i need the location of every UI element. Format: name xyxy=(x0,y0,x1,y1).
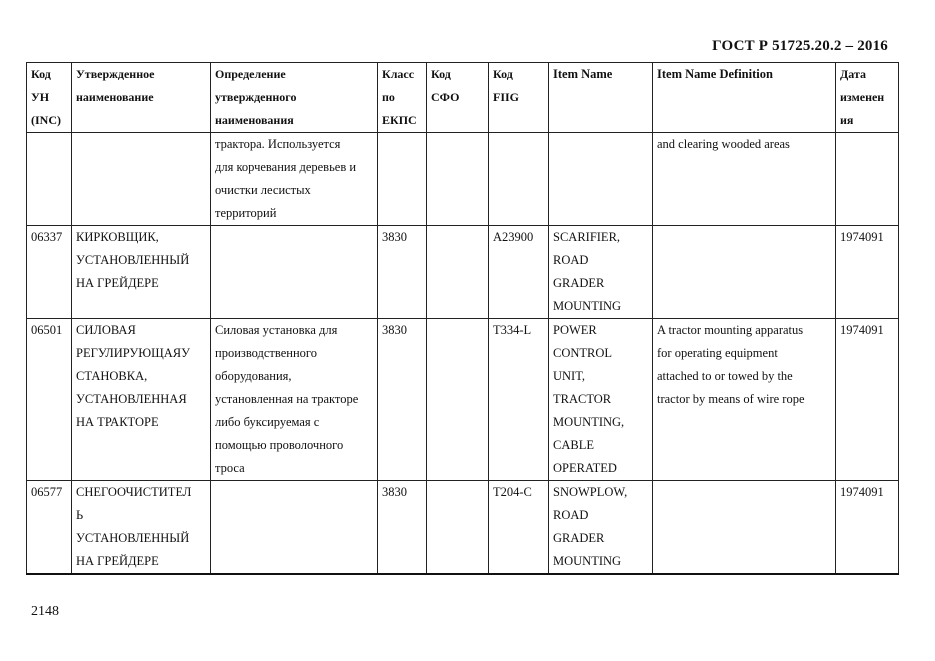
cell-line: ROAD xyxy=(553,508,589,522)
table-row xyxy=(27,319,899,481)
column-header-text: Код xyxy=(493,67,513,81)
cell-date xyxy=(836,133,899,226)
cell-fiig: A23900 xyxy=(489,226,549,319)
cell-item-name xyxy=(549,226,653,319)
cell-line: 06337 xyxy=(31,230,63,244)
cell-item-def xyxy=(653,133,836,226)
cell-line: УСТАНОВЛЕННЫЙ xyxy=(76,253,190,267)
cell-code xyxy=(27,319,72,481)
cell-code xyxy=(27,481,72,575)
column-header-code xyxy=(27,63,72,133)
table-header-row xyxy=(27,63,899,133)
cell-line: территорий xyxy=(215,206,277,220)
column-header-text: Код xyxy=(431,67,451,81)
cell-item-name xyxy=(549,481,653,575)
column-header-text: Дата xyxy=(840,67,866,81)
column-header-fiig xyxy=(489,63,549,133)
cell-line: MOUNTING xyxy=(553,554,622,568)
cell-line: CONTROL xyxy=(553,346,613,360)
cell-item-name xyxy=(549,319,653,481)
cell-item-def xyxy=(653,319,836,481)
cell-definition xyxy=(211,481,378,575)
column-header-sfo xyxy=(427,63,489,133)
cell-line: НА ТРАКТОРЕ xyxy=(76,415,159,429)
cell-sfo xyxy=(427,133,489,226)
cell-date: 1974091 xyxy=(836,226,899,319)
cell-code xyxy=(27,133,72,226)
cell-line: for operating equipment xyxy=(657,346,778,360)
column-header-date xyxy=(836,63,899,133)
cell-line: OPERATED xyxy=(553,461,617,475)
cell-line: UNIT, xyxy=(553,369,586,383)
page-number: 2148 xyxy=(31,604,59,619)
cell-fiig: T204-C xyxy=(489,481,549,575)
column-header-item-def xyxy=(653,63,836,133)
cell-line: SNOWPLOW, xyxy=(553,485,628,499)
column-header-item-name xyxy=(549,63,653,133)
cell-item-name xyxy=(549,133,653,226)
cell-line: MOUNTING, xyxy=(553,415,625,429)
cell-definition xyxy=(211,226,378,319)
cell-line: для корчевания деревьев и xyxy=(215,160,357,174)
cell-line: СНЕГООЧИСТИТЕЛ xyxy=(76,485,192,499)
cell-line: УСТАНОВЛЕННЫЙ xyxy=(76,531,190,545)
column-header-text: изменен xyxy=(840,90,885,104)
cell-line: оборудования, xyxy=(215,369,292,383)
column-header-text: Утвержденное xyxy=(76,67,155,81)
cell-class: 3830 xyxy=(378,481,427,575)
column-header-text: Item Name xyxy=(553,67,613,81)
cell-class: 3830 xyxy=(378,319,427,481)
cell-line: СИЛОВАЯ xyxy=(76,323,136,337)
table-row xyxy=(27,481,899,575)
cell-line: НА ГРЕЙДЕРЕ xyxy=(76,554,159,568)
cell-line: Силовая установка для xyxy=(215,323,338,337)
cell-item-def xyxy=(653,481,836,575)
cell-definition xyxy=(211,319,378,481)
cell-sfo xyxy=(427,319,489,481)
cell-line: A tractor mounting apparatus xyxy=(657,323,804,337)
cell-line: tractor by means of wire rope xyxy=(657,392,805,406)
catalog-table xyxy=(26,62,899,575)
cell-line: либо буксируемая с xyxy=(215,415,320,429)
table-row xyxy=(27,226,899,319)
cell-line: трактора. Используется xyxy=(215,137,341,151)
cell-sfo xyxy=(427,481,489,575)
cell-line: TRACTOR xyxy=(553,392,612,406)
column-header-text: Код xyxy=(31,67,51,81)
cell-line: помощью проволочного xyxy=(215,438,344,452)
cell-class xyxy=(378,133,427,226)
cell-line: CABLE xyxy=(553,438,594,452)
cell-date: 1974091 xyxy=(836,319,899,481)
column-header-text: Item Name Definition xyxy=(657,67,773,81)
column-header-text: УН xyxy=(31,90,50,104)
cell-name xyxy=(72,133,211,226)
cell-name xyxy=(72,319,211,481)
cell-fiig: T334-L xyxy=(489,319,549,481)
cell-line: РЕГУЛИРУЮЩАЯУ xyxy=(76,346,190,360)
cell-line: установленная на тракторе xyxy=(215,392,359,406)
cell-line: 06501 xyxy=(31,323,63,337)
cell-line: производственного xyxy=(215,346,317,360)
cell-line: Ь xyxy=(76,508,84,522)
cell-code xyxy=(27,226,72,319)
cell-line: ROAD xyxy=(553,253,589,267)
cell-line: and clearing wooded areas xyxy=(657,137,790,151)
column-header-class xyxy=(378,63,427,133)
cell-line: СТАНОВКА, xyxy=(76,369,148,383)
cell-line: 06577 xyxy=(31,485,63,499)
cell-date: 1974091 xyxy=(836,481,899,575)
column-header-text: ЕКПС xyxy=(382,113,417,127)
cell-line: GRADER xyxy=(553,276,605,290)
cell-definition xyxy=(211,133,378,226)
cell-item-def xyxy=(653,226,836,319)
table-body xyxy=(27,133,899,575)
column-header-text: наименования xyxy=(215,113,294,127)
column-header-text: Класс xyxy=(382,67,415,81)
cell-line: POWER xyxy=(553,323,597,337)
cell-class: 3830 xyxy=(378,226,427,319)
table-row xyxy=(27,133,899,226)
cell-line: attached to or towed by the xyxy=(657,369,793,383)
column-header-text: наименование xyxy=(76,90,154,104)
cell-name xyxy=(72,226,211,319)
cell-line: очистки лесистых xyxy=(215,183,311,197)
standard-header: ГОСТ Р 51725.20.2 – 2016 xyxy=(712,38,888,54)
column-header-name xyxy=(72,63,211,133)
cell-line: УСТАНОВЛЕННАЯ xyxy=(76,392,187,406)
column-header-text: Определение xyxy=(215,67,286,81)
cell-line: SCARIFIER, xyxy=(553,230,621,244)
column-header-text: утвержденного xyxy=(215,90,297,104)
cell-line: КИРКОВЩИК, xyxy=(76,230,159,244)
cell-line: GRADER xyxy=(553,531,605,545)
column-header-definition xyxy=(211,63,378,133)
cell-line: троса xyxy=(215,461,245,475)
cell-fiig xyxy=(489,133,549,226)
cell-line: MOUNTING xyxy=(553,299,622,313)
column-header-text: (INC) xyxy=(31,113,61,127)
column-header-text: FIIG xyxy=(493,90,520,104)
column-header-text: СФО xyxy=(431,90,460,104)
cell-line: НА ГРЕЙДЕРЕ xyxy=(76,276,159,290)
cell-sfo xyxy=(427,226,489,319)
cell-name xyxy=(72,481,211,575)
column-header-text: ия xyxy=(840,113,854,127)
column-header-text: по xyxy=(382,90,395,104)
